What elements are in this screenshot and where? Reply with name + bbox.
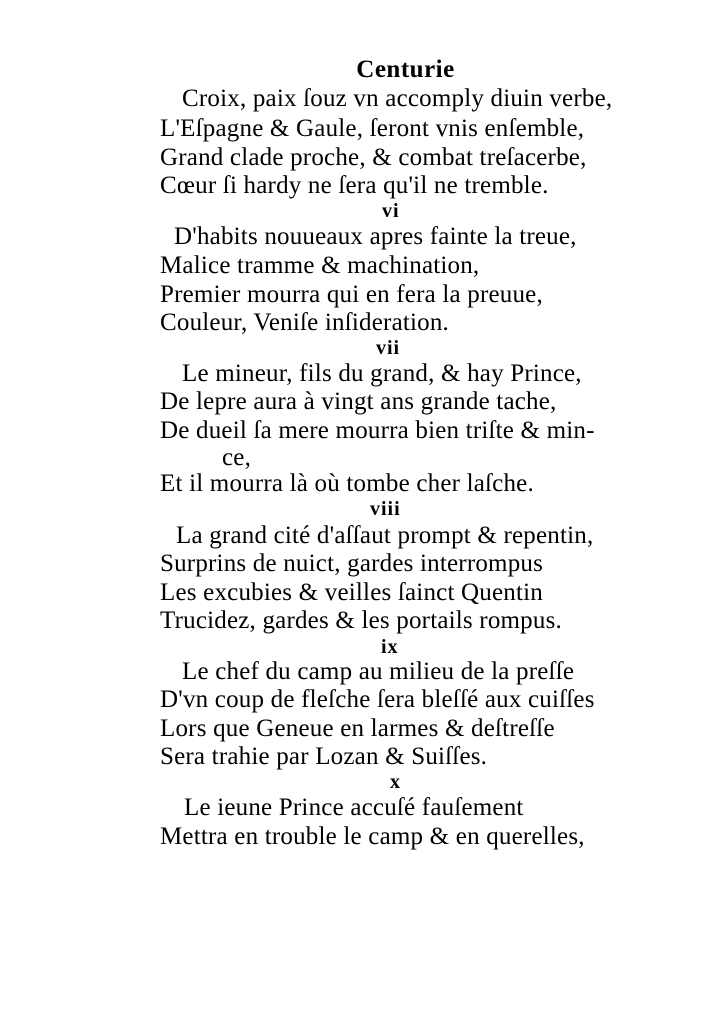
verse-line: Surprins de nuict, gardes interrompus: [160, 550, 544, 577]
quatrain-number: vii: [376, 337, 401, 359]
verse-line: Sera trahie par Lozan & Suiſſes.: [160, 743, 488, 770]
verse-line: Croix, paix ſouz vn accomply diuin verbe,: [182, 85, 613, 112]
verse-line: De lepre aura à vingt ans grande tache,: [160, 388, 557, 415]
quatrain-number: x: [390, 771, 401, 793]
verse-line: Lors que Geneue en larmes & deſtreſſe: [160, 715, 555, 742]
verse-line: Les excubies & veilles ſainct Quentin: [160, 579, 543, 606]
verse-line: Le ieune Prince accuſé fauſement: [184, 794, 524, 821]
verse-line: Cœur ſi hardy ne ſera qu'il ne tremble.: [160, 172, 549, 199]
verse-line: Mettra en trouble le camp & en querelles,: [160, 823, 585, 850]
verse-line: Et il mourra là où tombe cher laſche.: [160, 470, 534, 497]
verse-line: Le chef du camp au milieu de la preſſe: [182, 658, 575, 685]
quatrain-number: ix: [381, 636, 399, 658]
verse-line: D'vn coup de fleſche ſera bleſſé aux cuiſſes: [160, 686, 595, 713]
verse-line: Premier mourra qui en fera la preuue,: [160, 281, 543, 308]
verse-line: L'Eſpagne & Gaule, ſeront vnis enſemble,: [160, 115, 585, 142]
verse-line: Couleur, Veniſe inſideration.: [160, 309, 450, 336]
verse-line: Grand clade proche, & combat treſacerbe,: [160, 144, 587, 171]
quatrain-number: vi: [382, 200, 400, 222]
verse-line: De dueil ſa mere mourra bien triſte & min-: [160, 417, 595, 444]
verse-line: ce,: [222, 444, 252, 471]
quatrain-number: viii: [370, 498, 401, 520]
verse-line: Trucidez, gardes & les portails rompus.: [160, 607, 562, 634]
verse-line: D'habits nouueaux apres fainte la treue,: [174, 223, 577, 250]
verse-line: La grand cité d'aſſaut prompt & repentin,: [176, 522, 594, 549]
verse-line: Le mineur, fils du grand, & hay Prince,: [182, 360, 582, 387]
verse-line: Malice tramme & machination,: [160, 252, 480, 279]
running-header: Centurie: [356, 56, 455, 83]
